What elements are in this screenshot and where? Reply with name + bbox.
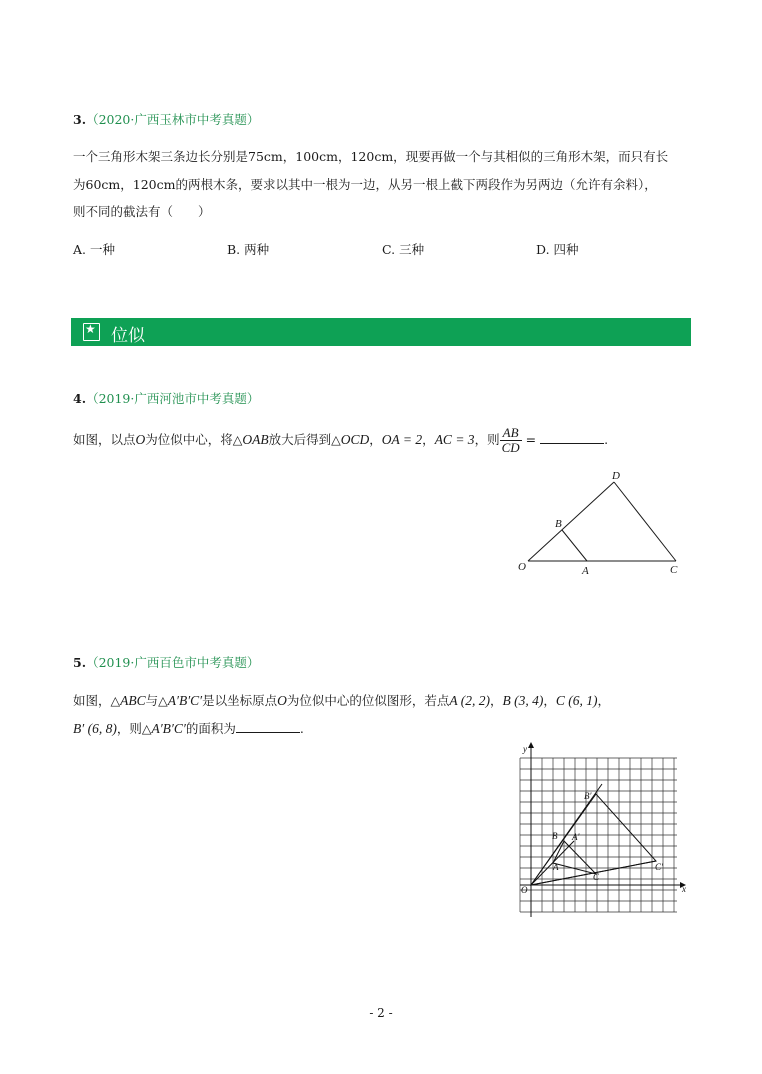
q3-option-b: B. 两种 [227,242,270,257]
q4-eq1: OA = 2 [381,432,423,447]
q4-eq2: AC = 3 [434,432,475,447]
q5-label-x: x [682,884,686,894]
q4-line-ba [562,530,587,561]
q4-var-ocd: OCD [340,432,370,447]
q5-t1a: 如图，△ [73,693,121,708]
q4-end: . [604,432,609,447]
q4-number: 4. [73,391,87,406]
q3-option-a: A. 一种 [73,242,115,257]
q4-label-c: C [670,564,678,576]
q5-label-b2: B′ [584,791,592,801]
q5-label-b: B [552,831,558,841]
q4-answer-blank[interactable] [540,432,604,444]
q3-source: （2020·广西玉林市中考真题） [86,112,260,127]
q4-label-a: A [582,565,589,577]
q5-abc3: A′B′C′ [151,721,186,736]
q4-line-od [528,482,614,561]
q5-label-o: O [521,885,528,895]
q4-header [73,389,259,407]
q4-figure [510,466,690,581]
q5-sep1: ， [490,693,503,708]
q4-frac-num: AB [500,426,522,441]
q4-label-o: O [518,561,526,573]
q4-var-oab: OAB [242,432,269,447]
section-banner [71,318,691,346]
q4-text-b: 为位似中心，将△ [145,432,243,447]
q5-point-a: A (2, 2) [449,693,491,708]
q5-point-b2: B′ (6, 8) [73,721,117,736]
q5-text-line2 [73,720,304,738]
q5-y-arrow [528,742,534,748]
q4-label-d: D [612,470,620,482]
q4-var-o: O [135,432,146,447]
q4-text-d: ， [369,432,382,447]
q5-label-a: A [553,862,559,872]
q5-abc: ABC [120,693,146,708]
q4-line-dc [614,482,676,561]
q5-t1c: 是以坐标原点 [202,693,278,708]
q3-text-line1: 一个三角形木架三条边长分别是75cm，100cm，120cm，现要再做一个与其相似的三角形木架，而只有长 [73,149,669,164]
q5-abc2: A′B′C′ [167,693,203,708]
q4-text-f: ，则 [474,432,500,447]
q3-text-line3: 则不同的截法有（ ） [73,204,211,219]
q5-header [73,653,259,671]
q5-sep2: ， [543,693,556,708]
q4-label-b: B [555,518,562,530]
section-title: 位似 [111,326,145,346]
q5-o: O [277,693,287,708]
q4-source: （2019·广西河池市中考真题） [86,391,260,406]
q4-fraction [500,426,522,455]
q5-figure [510,742,690,924]
q5-end: . [299,721,304,736]
q5-t1d: 为位似中心的位似图形，若点 [286,693,450,708]
q5-t2b: 的面积为 [185,721,236,736]
q3-option-d: D. 四种 [536,242,579,257]
q3-header [73,110,259,128]
q5-label-c: C [593,872,600,882]
q5-point-c: C (6, 1) [555,693,598,708]
q5-sep3: ， [597,693,611,708]
q5-label-y: y [523,744,527,754]
q5-source: （2019·广西百色市中考真题） [86,655,260,670]
q5-text-line1 [73,692,610,710]
q4-text-a: 如图，以点 [73,432,136,447]
q4-text-e: ， [422,432,435,447]
q3-text-line2: 为60cm，120cm的两根木条，要求以其中一根为一边，从另一根上截下两段作为另两边（允许有余料）， [73,177,657,192]
star-bookmark-icon: ★ [83,323,100,341]
q4-frac-den: CD [501,440,520,455]
q4-equals: = [525,432,537,447]
q5-label-a2: A′ [572,832,580,842]
q5-label-c2: C′ [655,862,663,872]
q5-number: 5. [73,655,87,670]
q5-answer-blank[interactable] [236,721,300,733]
q3-number: 3. [73,112,87,127]
q5-point-b: B (3, 4) [502,693,544,708]
q3-option-c: C. 三种 [382,242,425,257]
page-number: - 2 - [369,1006,393,1020]
q4-text [73,422,608,458]
q5-t1b: 与△ [145,693,168,708]
q4-text-c: 放大后得到△ [268,432,341,447]
q5-grid [520,758,677,912]
q5-t2a: ，则△ [116,721,152,736]
